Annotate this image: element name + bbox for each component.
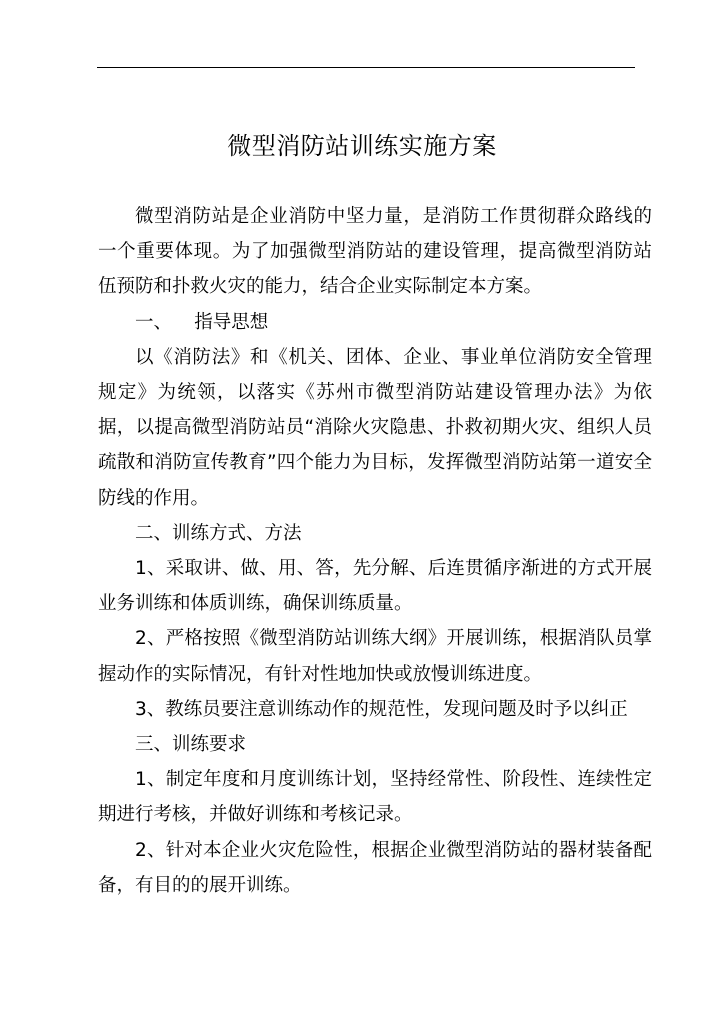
section-3-item-2: 2、针对本企业火灾危险性，根据企业微型消防站的器材装备配备，有目的的展开训练。 <box>98 839 652 896</box>
intro-paragraph: 微型消防站是企业消防中坚力量，是消防工作贯彻群众路线的一个重要体现。为了加强微型消防站的建设管理，提高微型消防站伍预防和扑救火灾的能力，结合企业实际制定本方案。 <box>98 206 652 298</box>
section-1-title: 指导思想 <box>194 311 269 333</box>
document-body <box>98 199 652 903</box>
section-2-heading: 二、训练方式、方法 <box>135 522 302 544</box>
section-2-item-2: 2、严格按照《微型消防站训练大纲》开展训练，根据消队员掌握动作的实际情况，有针对性地加快或放慢训练进度。 <box>98 628 652 685</box>
section-3-heading: 三、训练要求 <box>135 734 247 756</box>
section-1-number: 一、 <box>135 311 173 333</box>
section-1-heading <box>98 305 652 340</box>
section-2-item-1: 1、采取讲、做、用、答，先分解、后连贯循序渐进的方式开展业务训练和体质训练，确保训练质量。 <box>98 558 652 615</box>
document-title: 微型消防站训练实施方案 <box>227 132 497 160</box>
section-3-item-1: 1、制定年度和月度训练计划，坚持经常性、阶段性、连续性定期进行考核，并做好训练和考核记录。 <box>98 769 652 826</box>
section-1-paragraph: 以《消防法》和《机关、团体、企业、事业单位消防安全管理规定》为统领，以落实《苏州市微型消防站建设管理办法》为依据，以提高微型消防站员“消除火灾隐患、扑救初期火灾、组织人员疏散和消防宣传教育”四个能力为目标，发挥微型消防站第一道安全防线的作用。 <box>98 346 652 509</box>
header-rule <box>97 67 635 68</box>
section-2-item-3: 3、教练员要注意训练动作的规范性，发现问题及时予以纠正 <box>135 698 628 720</box>
